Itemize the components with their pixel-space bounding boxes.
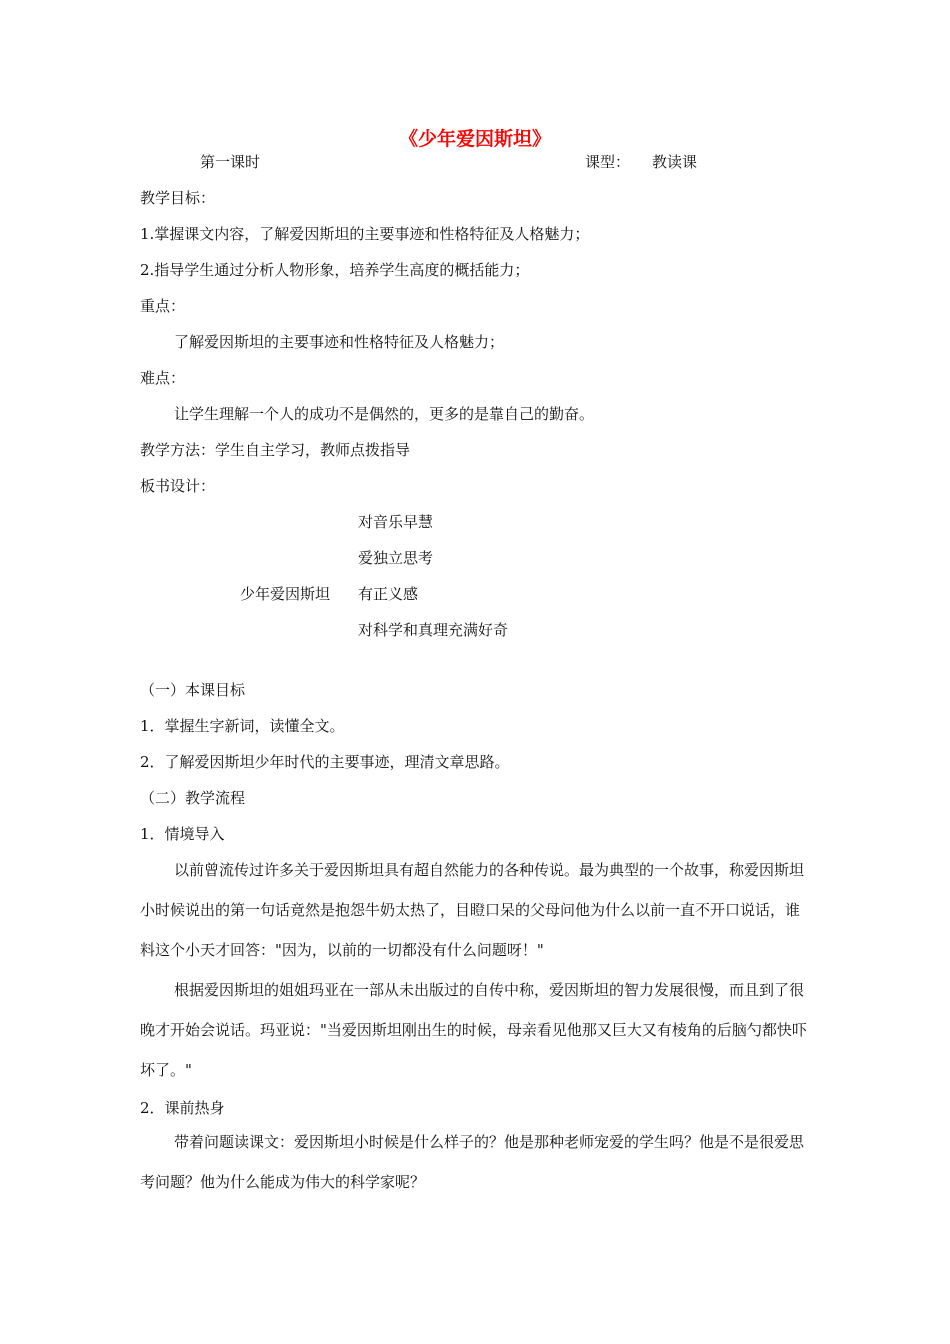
board-item: 对科学和真理充满好奇 bbox=[358, 621, 509, 639]
key-heading: 重点： bbox=[140, 297, 186, 315]
step2-para: 带着问题读课文：爱因斯坦小时候是什么样子的？他是那种老师宠爱的学生吗？他是不是很爱思考问题？他为什么能成为伟大的科学家呢？ bbox=[140, 1133, 805, 1191]
teaching-method: 教学方法：学生自主学习，教师点拨指导 bbox=[140, 441, 411, 459]
board-center: 少年爱因斯坦 bbox=[240, 585, 331, 603]
section2-heading: （二）教学流程 bbox=[140, 789, 246, 807]
objectives-heading: 教学目标： bbox=[140, 189, 216, 207]
board-item: 爱独立思考 bbox=[358, 549, 434, 567]
key-text: 了解爱因斯坦的主要事迹和性格特征及人格魅力； bbox=[174, 333, 505, 351]
board-heading: 板书设计： bbox=[140, 477, 216, 495]
step1-paragraphs bbox=[140, 850, 812, 1090]
step1-para2: 根据爱因斯坦的姐姐玛亚在一部从未出版过的自传中称，爱因斯坦的智力发展很慢，而且到了很晚才开始会说话。玛亚说："当爱因斯坦刚出生的时候，母亲看见他那又巨大又有棱角的后脑勺都快吓坏了。" bbox=[140, 981, 807, 1079]
step1-para1: 以前曾流传过许多关于爱因斯坦具有超自然能力的各种传说。最为典型的一个故事，称爱因斯坦小时候说出的第一句话竟然是抱怨牛奶太热了，目瞪口呆的父母问他为什么以前一直不开口说话，谁料这个小天才回答："因为，以前的一切都没有什么问题呀！" bbox=[140, 861, 805, 959]
step2-heading: 2．课前热身 bbox=[140, 1099, 225, 1117]
step1-heading: 1．情境导入 bbox=[140, 825, 225, 843]
objective-item: 2.指导学生通过分析人物形象，培养学生高度的概括能力； bbox=[140, 261, 530, 279]
difficulty-text: 让学生理解一个人的成功不是偶然的，更多的是靠自己的勤奋。 bbox=[174, 405, 595, 423]
section1-heading: （一）本课目标 bbox=[140, 681, 246, 699]
difficulty-heading: 难点： bbox=[140, 369, 186, 387]
objective-item: 1.掌握课文内容，了解爱因斯坦的主要事迹和性格特征及人格魅力； bbox=[140, 225, 590, 243]
board-item: 对音乐早慧 bbox=[358, 513, 434, 531]
lesson-period: 第一课时 bbox=[200, 153, 261, 171]
document-title: 《少年爱因斯坦》 bbox=[398, 128, 551, 150]
section1-item: 1．掌握生字新词，读懂全文。 bbox=[140, 717, 345, 735]
section1-item: 2．了解爱因斯坦少年时代的主要事迹，理清文章思路。 bbox=[140, 753, 510, 771]
step2-paragraphs bbox=[140, 1122, 812, 1202]
lesson-type-value: 教读课 bbox=[652, 153, 698, 171]
board-item: 有正义感 bbox=[358, 585, 419, 603]
lesson-type-label: 课型： bbox=[585, 153, 631, 171]
